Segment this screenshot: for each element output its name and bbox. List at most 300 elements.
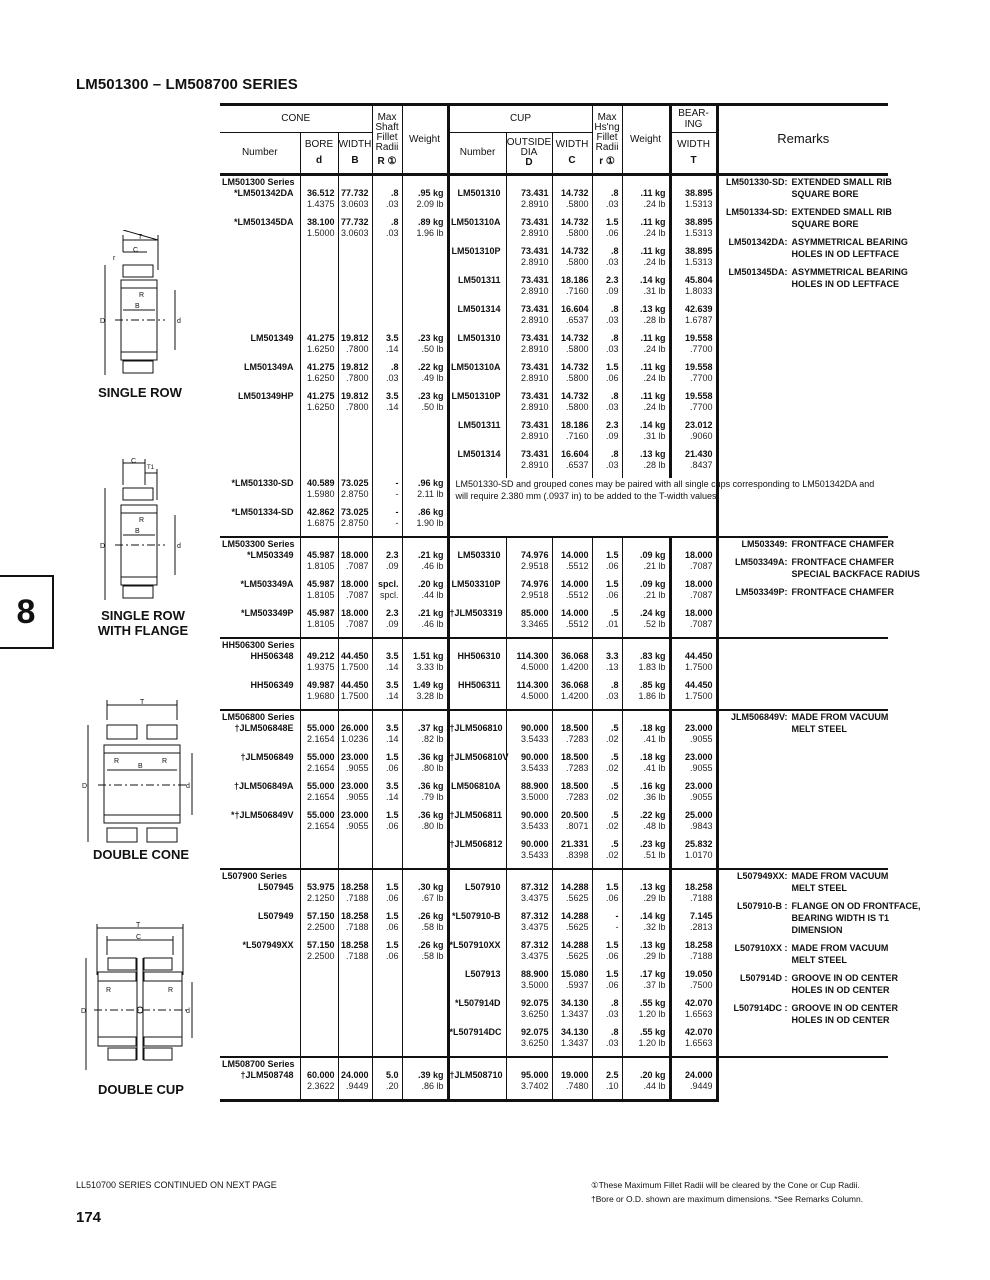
- imperial-value: .29 lb: [643, 893, 666, 903]
- imperial-value: .24 lb: [643, 344, 666, 354]
- metric-value: .23 kg: [418, 333, 444, 343]
- metric-value: 42.070: [685, 998, 713, 1008]
- metric-value: 1.5: [386, 882, 399, 892]
- empty-cell: [448, 537, 506, 550]
- imperial-value: 2.2500: [306, 951, 335, 961]
- imperial-value: [403, 1038, 444, 1049]
- cup-number: LM501311: [448, 275, 506, 304]
- imperial-value: .14: [386, 344, 399, 354]
- figure-label-line2: WITH FLANGE: [97, 623, 189, 638]
- metric-value: .83 kg: [640, 651, 666, 661]
- metric-value: 19.558: [685, 362, 713, 372]
- imperial-value: [403, 257, 444, 268]
- imperial-value: [373, 315, 399, 326]
- empty-cell: [448, 175, 506, 189]
- metric-value: 1.5: [606, 579, 619, 589]
- remark-text: EXTENDED SMALL RIB: [791, 207, 892, 217]
- imperial-value: 1.5980: [306, 489, 335, 499]
- imperial-value: .7087: [345, 619, 369, 629]
- bearing-width-cell: [670, 752, 717, 781]
- metric-value: 1.5: [606, 882, 619, 892]
- imperial-value: .14: [386, 734, 399, 744]
- cone-bore-cell: [300, 882, 338, 911]
- imperial-value: .02: [606, 850, 619, 860]
- cone-number: LM501349HP: [237, 391, 294, 401]
- page-title: LM501300 – LM508700 SERIES: [76, 76, 298, 93]
- table-row: [220, 478, 888, 507]
- imperial-value: 2.3622: [306, 1081, 335, 1091]
- imperial-value: .50 lb: [421, 402, 444, 412]
- header-text: ING: [684, 119, 703, 130]
- remark-text: MADE FROM VACUUM: [791, 943, 889, 953]
- cone-R-cell: [372, 478, 402, 507]
- imperial-value: .21 lb: [643, 561, 666, 571]
- imperial-value: [339, 315, 369, 326]
- cone-number: [220, 1027, 300, 1057]
- metric-value: .5: [611, 839, 619, 849]
- remarks-cell: [717, 638, 888, 710]
- imperial-value: [301, 980, 335, 991]
- imperial-value: 1.5313: [685, 199, 713, 209]
- cup-number: LM501310: [448, 188, 506, 217]
- cone-R-cell: [372, 1070, 402, 1101]
- imperial-value: 1.6563: [685, 1009, 713, 1019]
- imperial-value: 2.8910: [520, 460, 549, 470]
- metric-value: 24.000: [340, 1070, 369, 1080]
- figure-label-single-row-flange: [88, 608, 198, 638]
- bearing-width-cell: [670, 1070, 717, 1101]
- cup-uwidth-cell: [552, 188, 592, 217]
- metric-value: .13 kg: [640, 940, 666, 950]
- cone-cwidth-cell: [338, 391, 372, 420]
- metric-value: .55 kg: [640, 1027, 666, 1037]
- cup-number: LM501311: [448, 420, 506, 449]
- cup-uweight-cell: [622, 217, 670, 246]
- imperial-value: .31 lb: [643, 431, 666, 441]
- cup-od-cell: [506, 304, 552, 333]
- metric-value: .95 kg: [418, 188, 444, 198]
- header-text: BEAR-: [678, 108, 709, 119]
- metric-value: .26 kg: [418, 911, 444, 921]
- cup-uwidth-cell: [552, 550, 592, 579]
- figure-label-single-row: SINGLE ROW: [98, 385, 182, 400]
- remark-text: MADE FROM VACUUM: [791, 712, 889, 722]
- cone-cwidth-cell: [338, 550, 372, 579]
- metric-value: .18 kg: [640, 752, 666, 762]
- remark-text: HOLES IN OD CENTER: [791, 985, 890, 995]
- cup-uwidth-cell: [552, 998, 592, 1027]
- metric-value: .36 kg: [418, 810, 444, 820]
- metric-value: [339, 304, 369, 315]
- imperial-value: .03: [606, 315, 619, 325]
- cup-number: †JLM503319: [448, 608, 506, 638]
- empty-cell: [506, 638, 552, 651]
- remark-text: GROOVE IN OD CENTER: [791, 1003, 899, 1013]
- imperial-value: [301, 286, 335, 297]
- header-symbol: d: [315, 155, 323, 166]
- cone-weight-header: Weight: [402, 106, 448, 175]
- remark-text: HOLES IN OD LEFTFACE: [791, 249, 900, 259]
- imperial-value: 1.6250: [306, 344, 335, 354]
- imperial-value: 3.0603: [340, 228, 369, 238]
- metric-value: 38.895: [685, 246, 713, 256]
- cup-number: †JLM506811: [448, 810, 506, 839]
- cup-uwidth-cell: [552, 651, 592, 680]
- metric-value: 14.732: [561, 333, 589, 343]
- imperial-value: .10: [606, 1081, 619, 1091]
- remark-line: [722, 248, 900, 260]
- metric-value: -: [615, 911, 619, 921]
- remark-line: [722, 900, 921, 912]
- series-header-row: [220, 537, 888, 550]
- cup-uwidth-cell: [552, 940, 592, 969]
- imperial-value: .29 lb: [643, 951, 666, 961]
- cone-cwidth-cell: [338, 839, 372, 869]
- metric-value: .8: [611, 333, 619, 343]
- metric-value: 95.000: [520, 1070, 549, 1080]
- cone-R-cell: [372, 998, 402, 1027]
- cone-number: *LM501334-SD: [231, 507, 294, 517]
- remark-text: FRONTFACE CHAMFER: [791, 557, 895, 567]
- cone-cwidth-cell: [338, 507, 372, 537]
- cup-uwidth-cell: [552, 969, 592, 998]
- remark-key: LM501342DA:: [728, 237, 788, 247]
- cup-number: †JLM506810V: [448, 752, 506, 781]
- cone-R-cell: [372, 333, 402, 362]
- metric-value: 34.130: [561, 998, 589, 1008]
- metric-value: 38.895: [685, 188, 713, 198]
- remark-entry: [722, 176, 892, 200]
- cone-cweight-cell: [402, 752, 448, 781]
- cup-od-cell: [506, 839, 552, 869]
- metric-value: 92.075: [520, 1027, 549, 1037]
- metric-value: 73.431: [520, 304, 549, 314]
- metric-value: [301, 304, 335, 315]
- cone-number: [220, 246, 300, 275]
- cup-r-cell: [592, 449, 622, 478]
- metric-value: .22 kg: [418, 362, 444, 372]
- imperial-value: .06: [606, 228, 619, 238]
- imperial-value: .80 lb: [421, 821, 444, 831]
- metric-value: .85 kg: [640, 680, 666, 690]
- imperial-value: 2.8910: [520, 431, 549, 441]
- metric-value: -: [395, 507, 399, 517]
- cone-number: L507945: [257, 882, 294, 892]
- cup-number: L507913: [448, 969, 506, 998]
- cup-number: HH506310: [448, 651, 506, 680]
- cone-cwidth-cell: [338, 752, 372, 781]
- cone-cweight-cell: [402, 839, 448, 869]
- remark-line: [722, 568, 920, 580]
- empty-cell: [338, 638, 372, 651]
- cone-R-cell: [372, 391, 402, 420]
- cone-number: [220, 449, 300, 478]
- bearing-group-header: [670, 106, 717, 133]
- metric-value: [301, 275, 335, 286]
- cup-r-cell: [592, 911, 622, 940]
- remarks-header: Remarks: [717, 106, 888, 175]
- metric-value: 49.212: [306, 651, 335, 661]
- empty-cell: [372, 710, 402, 723]
- series-header-row: [220, 1057, 888, 1070]
- cone-number: [220, 275, 300, 304]
- imperial-value: .8071: [566, 821, 589, 831]
- metric-value: 21.331: [561, 839, 589, 849]
- cone-cweight-cell: [402, 550, 448, 579]
- empty-cell: [300, 537, 338, 550]
- imperial-value: [301, 1009, 335, 1020]
- remark-entry: [722, 236, 908, 260]
- metric-value: 36.512: [306, 188, 335, 198]
- empty-cell: [402, 710, 448, 723]
- metric-value: 49.987: [306, 680, 335, 690]
- bearing-width-cell: [670, 579, 717, 608]
- cup-od-cell: [506, 969, 552, 998]
- imperial-value: .06: [386, 893, 399, 903]
- remarks-cell: [717, 537, 920, 638]
- cone-R-cell: [372, 420, 402, 449]
- cone-cweight-cell: [402, 420, 448, 449]
- remark-text: MADE FROM VACUUM: [791, 871, 889, 881]
- cone-bore-cell: [300, 969, 338, 998]
- svg-text:d: d: [177, 318, 181, 325]
- metric-value: .11 kg: [640, 246, 666, 256]
- imperial-value: .7188: [345, 893, 369, 903]
- series-header-row: [220, 175, 888, 189]
- cup-uwidth-cell: [552, 882, 592, 911]
- imperial-value: .09: [386, 619, 399, 629]
- imperial-value: .5937: [566, 980, 589, 990]
- imperial-value: 4.5000: [520, 691, 549, 701]
- metric-value: .8: [611, 391, 619, 401]
- metric-value: 18.258: [685, 940, 713, 950]
- imperial-value: .41 lb: [643, 734, 666, 744]
- cone-cweight-cell: [402, 969, 448, 998]
- imperial-value: 1.8105: [306, 590, 335, 600]
- cup-uweight-cell: [622, 911, 670, 940]
- imperial-value: .50 lb: [421, 344, 444, 354]
- imperial-value: .5625: [566, 893, 589, 903]
- imperial-value: .7700: [690, 344, 713, 354]
- cone-cwidth-cell: [338, 940, 372, 969]
- cup-number: *L507910XX: [448, 940, 506, 969]
- imperial-value: .7800: [345, 402, 369, 412]
- metric-value: 45.987: [306, 550, 335, 560]
- remark-line: [722, 954, 889, 966]
- imperial-value: 3.28 lb: [416, 691, 444, 701]
- cone-bore-cell: [300, 449, 338, 478]
- cup-uweight-cell: [622, 275, 670, 304]
- cone-cweight-cell: [402, 275, 448, 304]
- cone-bore-cell: [300, 507, 338, 537]
- metric-value: .8: [611, 680, 619, 690]
- imperial-value: [339, 460, 369, 471]
- cup-r-cell: [592, 969, 622, 998]
- remark-text: ASYMMETRICAL BEARING: [791, 267, 908, 277]
- metric-value: 3.5: [386, 333, 399, 343]
- cup-r-cell: [592, 550, 622, 579]
- imperial-value: .5800: [566, 402, 589, 412]
- imperial-value: 1.6250: [306, 373, 335, 383]
- cone-bore-cell: [300, 550, 338, 579]
- empty-cell: [300, 175, 338, 189]
- imperial-value: [301, 431, 335, 442]
- cup-od-cell: [506, 911, 552, 940]
- metric-value: [301, 839, 335, 850]
- metric-value: 44.450: [340, 680, 369, 690]
- header-symbol: R ①: [377, 155, 397, 167]
- empty-cell: [300, 710, 338, 723]
- imperial-value: 1.83 lb: [638, 662, 666, 672]
- imperial-value: .5800: [566, 199, 589, 209]
- cone-bore-cell: [300, 1027, 338, 1057]
- imperial-value: .7087: [345, 590, 369, 600]
- imperial-value: .24 lb: [643, 199, 666, 209]
- imperial-value: .03: [606, 199, 619, 209]
- metric-value: 90.000: [520, 752, 549, 762]
- svg-text:C: C: [136, 934, 142, 941]
- metric-value: 23.000: [685, 723, 713, 733]
- imperial-value: 1.96 lb: [416, 228, 444, 238]
- imperial-value: 2.9518: [520, 561, 549, 571]
- cone-number: *LM501342DA: [233, 188, 294, 198]
- empty-cell: [300, 638, 338, 651]
- imperial-value: .03: [606, 1009, 619, 1019]
- cup-weight-header: Weight: [622, 106, 670, 175]
- metric-value: 18.500: [561, 752, 589, 762]
- cup-od-cell: [506, 810, 552, 839]
- bearing-width-cell: [670, 608, 717, 638]
- metric-value: [373, 246, 399, 257]
- cone-R-cell: [372, 579, 402, 608]
- imperial-value: 2.1654: [306, 763, 335, 773]
- cone-R-cell: [372, 940, 402, 969]
- cup-r-cell: [592, 940, 622, 969]
- imperial-value: [339, 980, 369, 991]
- cup-number: †JLM508710: [448, 1070, 506, 1101]
- imperial-value: .03: [386, 228, 399, 238]
- cup-uwidth-cell: [552, 1070, 592, 1101]
- imperial-value: [339, 286, 369, 297]
- imperial-value: .7800: [345, 344, 369, 354]
- imperial-value: 3.3465: [520, 619, 549, 629]
- remark-line: [722, 266, 908, 278]
- cup-number: L507910: [448, 882, 506, 911]
- cone-cweight-cell: [402, 651, 448, 680]
- imperial-value: [373, 286, 399, 297]
- cup-od-cell: [506, 579, 552, 608]
- cone-number: †JLM506848E: [234, 723, 294, 733]
- imperial-value: .9055: [345, 763, 369, 773]
- remark-line: [722, 882, 889, 894]
- metric-value: 42.639: [685, 304, 713, 314]
- imperial-value: .20: [386, 1081, 399, 1091]
- imperial-value: 3.6250: [520, 1009, 549, 1019]
- remark-text: MELT STEEL: [791, 724, 847, 734]
- imperial-value: .06: [606, 373, 619, 383]
- metric-value: 23.000: [340, 810, 369, 820]
- cone-cweight-cell: [402, 449, 448, 478]
- imperial-value: .7188: [345, 922, 369, 932]
- single-row-flange-bearing-diagram-icon: [95, 455, 190, 605]
- metric-value: 90.000: [520, 839, 549, 849]
- cone-cweight-cell: [402, 1027, 448, 1057]
- cup-uweight-cell: [622, 579, 670, 608]
- metric-value: .11 kg: [640, 362, 666, 372]
- empty-cell: [552, 638, 592, 651]
- cup-od-cell: [506, 723, 552, 752]
- cone-cwidth-cell: [338, 217, 372, 246]
- imperial-value: 1.8033: [685, 286, 713, 296]
- svg-text:B: B: [138, 763, 143, 770]
- metric-value: 19.812: [340, 391, 369, 401]
- series-name: LM503300 Series: [220, 537, 300, 550]
- remark-entry: [722, 942, 889, 966]
- remark-key: L507914DC :: [733, 1003, 788, 1013]
- svg-text:D: D: [81, 1008, 87, 1015]
- metric-value: 87.312: [520, 911, 549, 921]
- metric-value: [339, 449, 369, 460]
- metric-value: 87.312: [520, 940, 549, 950]
- cone-bore-cell: [300, 810, 338, 839]
- remark-line: [722, 870, 889, 882]
- cone-R-cell: [372, 550, 402, 579]
- imperial-value: 1.20 lb: [638, 1038, 666, 1048]
- cup-uweight-cell: [622, 839, 670, 869]
- cup-uwidth-cell: [552, 391, 592, 420]
- bearing-width-cell: [670, 651, 717, 680]
- imperial-value: 4.5000: [520, 662, 549, 672]
- remark-line: [722, 586, 895, 598]
- imperial-value: .02: [606, 792, 619, 802]
- figure-label-double-cup: DOUBLE CUP: [98, 1082, 184, 1097]
- remark-text: SQUARE BORE: [791, 219, 859, 229]
- series-name: HH506300 Series: [220, 638, 300, 651]
- cone-cwidth-cell: [338, 608, 372, 638]
- imperial-value: [339, 850, 369, 861]
- imperial-value: .44 lb: [421, 590, 444, 600]
- metric-value: 53.975: [306, 882, 335, 892]
- metric-value: [339, 1027, 369, 1038]
- cone-bore-cell: [300, 839, 338, 869]
- empty-cell: [338, 537, 372, 550]
- imperial-value: 2.8910: [520, 286, 549, 296]
- bearing-width-cell: [670, 304, 717, 333]
- metric-value: 18.258: [340, 882, 369, 892]
- double-cup-bearing-diagram-icon: [80, 920, 200, 1075]
- cone-bore-cell: [300, 1070, 338, 1101]
- cup-r-cell: [592, 839, 622, 869]
- imperial-value: .79 lb: [421, 792, 444, 802]
- cone-number: †JLM506849: [240, 752, 294, 762]
- cup-r-cell: [592, 998, 622, 1027]
- metric-value: 19.558: [685, 391, 713, 401]
- metric-value: 2.3: [606, 420, 619, 430]
- cone-cwidth-cell: [338, 680, 372, 710]
- imperial-value: 2.9518: [520, 590, 549, 600]
- cone-cweight-cell: [402, 362, 448, 391]
- imperial-value: .03: [386, 373, 399, 383]
- remark-line: [722, 912, 889, 924]
- cup-number: LM501310A: [448, 362, 506, 391]
- cone-R-cell: [372, 507, 402, 537]
- empty-cell: [552, 175, 592, 189]
- metric-value: [301, 1027, 335, 1038]
- metric-value: .13 kg: [640, 882, 666, 892]
- imperial-value: .7500: [690, 980, 713, 990]
- series-name: LM501300 Series: [222, 177, 295, 187]
- header-symbol: r ①: [599, 155, 615, 167]
